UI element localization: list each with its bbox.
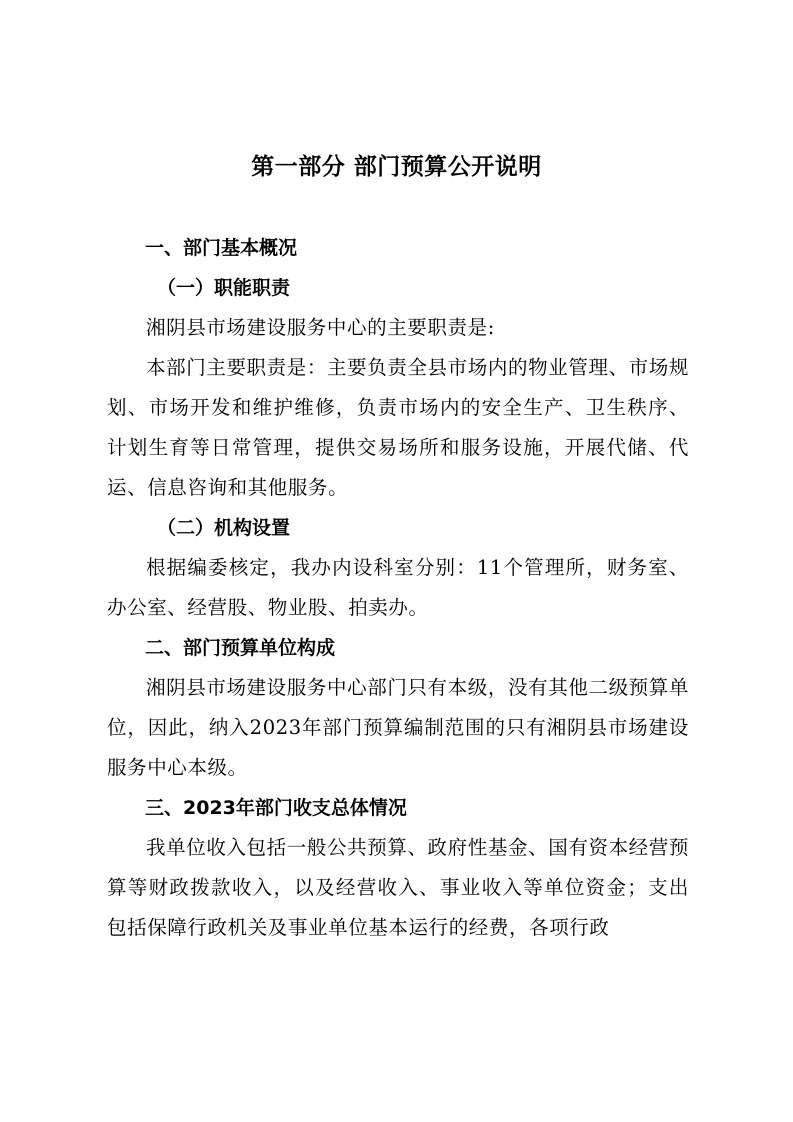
subsection-heading-organization: （二）机构设置 [157, 517, 291, 539]
document-title: 第一部分 部门预算公开说明 [251, 154, 542, 180]
paragraph-budget-units: 湘阴县市场建设服务中心部门只有本级，没有其他二级预算单位，因此，纳入2023年部门预算编制范围的只有湘阴县市场建设服务中心本级。 [107, 676, 689, 779]
document-body [107, 228, 689, 948]
section-heading-income-expenditure: 三、2023年部门收支总体情况 [145, 797, 407, 819]
section-heading-basic-overview: 一、部门基本概况 [145, 237, 298, 259]
subsection-heading-duties: （一）职能职责 [157, 277, 291, 299]
paragraph-organization: 根据编委核定，我办内设科室分别：11个管理所，财务室、办公室、经营股、物业股、拍卖办。 [107, 556, 689, 619]
paragraph-income-expenditure: 我单位收入包括一般公共预算、政府性基金、国有资本经营预算等财政拨款收入，以及经营收入、事业收入等单位资金；支出包括保障行政机关及事业单位基本运行的经费，各项行政 [107, 836, 689, 939]
paragraph-duties-detail: 本部门主要职责是：主要负责全县市场内的物业管理、市场规划、市场开发和维护维修，负责市场内的安全生产、卫生秩序、计划生育等日常管理，提供交易场所和服务设施，开展代储、代运、信息咨询和其他服务。 [107, 356, 689, 499]
paragraph-duties-intro: 湘阴县市场建设服务中心的主要职责是: [146, 316, 495, 339]
section-heading-budget-units: 二、部门预算单位构成 [145, 637, 336, 659]
